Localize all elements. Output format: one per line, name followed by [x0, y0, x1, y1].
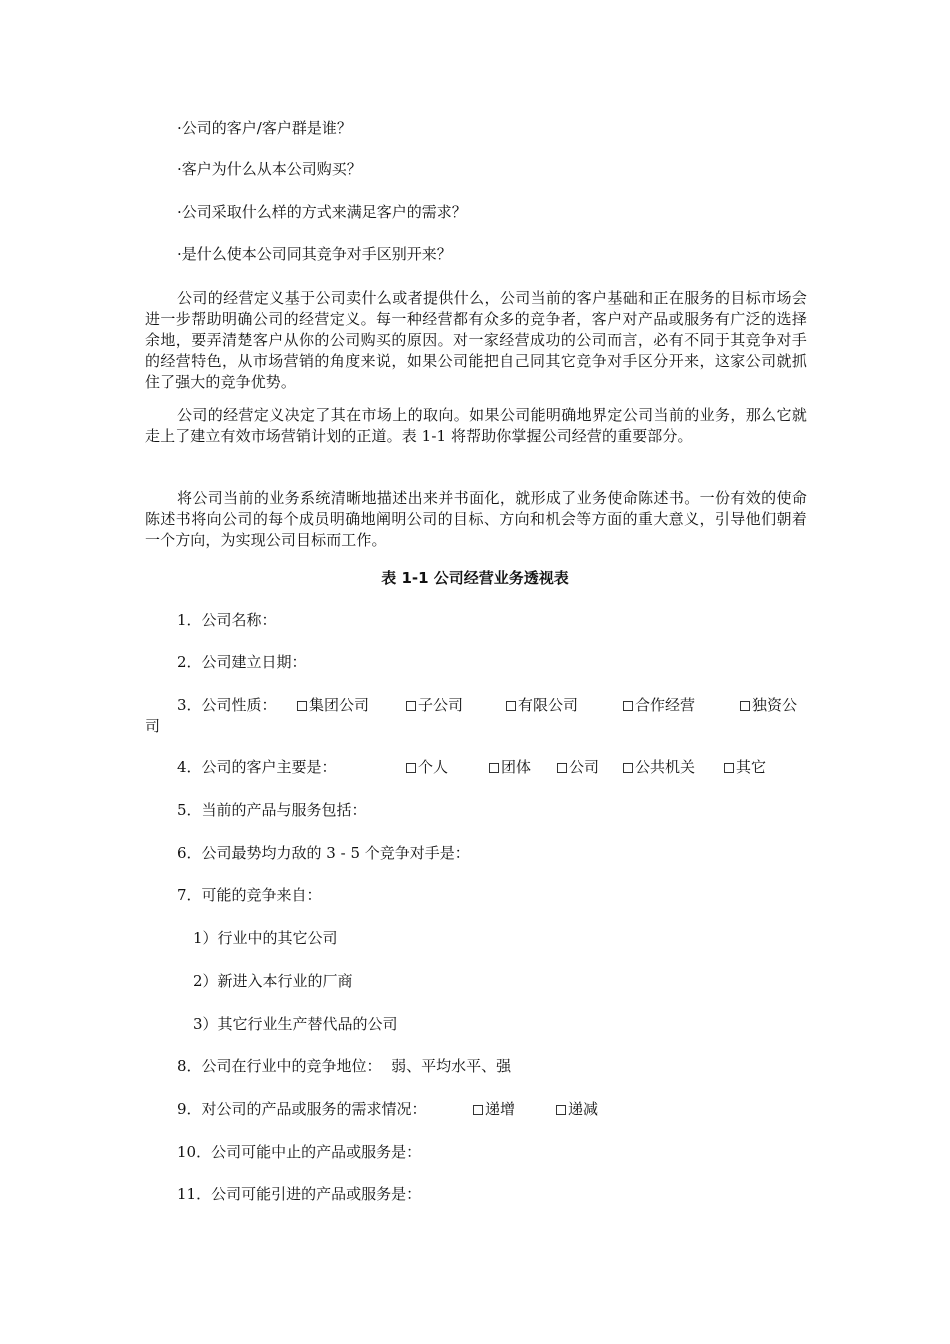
checkbox-icon[interactable] [557, 763, 567, 773]
option-individual[interactable]: 个人 [406, 757, 448, 777]
form-item-customer-type-label: 4．公司的客户主要是： [177, 758, 337, 776]
option-public-agency[interactable]: 公共机关 [623, 757, 695, 777]
form-item-main-competitors: 6．公司最势均力敌的 3 - 5 个竞争对手是： [177, 844, 470, 862]
checkbox-icon[interactable] [489, 763, 499, 773]
competition-source-item: 3）其它行业生产替代品的公司 [193, 1015, 398, 1033]
competition-source-item: 1）行业中的其它公司 [193, 929, 338, 947]
question-how-satisfy: ·公司采取什么样的方式来满足客户的需求？ [177, 203, 467, 221]
form-item-company-type-label: 3．公司性质： [177, 696, 277, 714]
option-joint-venture[interactable]: 合作经营 [623, 695, 695, 715]
competition-source-item: 2）新进入本行业的厂商 [193, 972, 353, 990]
paragraph-business-definition: 公司的经营定义基于公司卖什么或者提供什么，公司当前的客户基础和正在服务的目标市场会进一步帮助明确公司的经营定义。每一种经营都有众多的竞争者，客户对产品或服务有广泛的选择余地，要弄清楚客户从你的公司购买的原因。对一家经营成功的公司而言，必有不同于其竞争对手的经营特色，从市场营销的角度来说，如果公司能把自己同其它竞争对手区分开来，这家公司就抓住了强大的竞争优势。 [145, 289, 807, 391]
option-subsidiary[interactable]: 子公司 [406, 695, 463, 715]
paragraph-mission-statement: 将公司当前的业务系统清晰地描述出来并书面化，就形成了业务使命陈述书。一份有效的使命陈述书将向公司的每个成员明确地阐明公司的目标、方向和机会等方面的重大意义，引导他们朝着一个方向，为实现公司目标而工作。 [145, 489, 807, 549]
option-company[interactable]: 公司 [557, 757, 599, 777]
option-decreasing[interactable]: 递减 [556, 1099, 598, 1119]
checkbox-icon[interactable] [297, 701, 307, 711]
option-limited-company[interactable]: 有限公司 [506, 695, 578, 715]
checkbox-icon[interactable] [473, 1105, 483, 1115]
question-why-buy: ·客户为什么从本公司购买？ [177, 160, 362, 178]
checkbox-icon[interactable] [506, 701, 516, 711]
paragraph-market-orientation: 公司的经营定义决定了其在市场上的取向。如果公司能明确地界定公司当前的业务，那么它就走上了建立有效市场营销计划的正道。表 1-1 将帮助你掌握公司经营的重要部分。 [145, 406, 807, 445]
table-title: 表 1-1 公司经营业务透视表 [381, 569, 569, 587]
form-item-founding-date: 2．公司建立日期： [177, 653, 307, 671]
checkbox-icon[interactable] [556, 1105, 566, 1115]
checkbox-icon[interactable] [623, 763, 633, 773]
question-differentiation: ·是什么使本公司同其竞争对手区别开来？ [177, 245, 452, 263]
option-group[interactable]: 团体 [489, 757, 531, 777]
form-item-competitive-position: 8．公司在行业中的竞争地位： 弱、平均水平、强 [177, 1057, 512, 1075]
form-item-products-services: 5．当前的产品与服务包括： [177, 801, 367, 819]
question-customers: ·公司的客户/客户群是谁？ [177, 119, 352, 137]
form-item-competition-source: 7．可能的竞争来自： [177, 886, 322, 904]
checkbox-icon[interactable] [406, 763, 416, 773]
option-other[interactable]: 其它 [724, 757, 766, 777]
checkbox-icon[interactable] [740, 701, 750, 711]
option-sole-proprietorship[interactable]: 独资公 [740, 695, 797, 715]
checkbox-icon[interactable] [623, 701, 633, 711]
form-item-introduce-products: 11．公司可能引进的产品或服务是： [177, 1185, 422, 1203]
option-increasing[interactable]: 递增 [473, 1099, 515, 1119]
form-item-demand-label: 9．对公司的产品或服务的需求情况： [177, 1100, 427, 1118]
form-item-company-name: 1．公司名称： [177, 611, 277, 629]
checkbox-icon[interactable] [724, 763, 734, 773]
form-item-discontinue-products: 10．公司可能中止的产品或服务是： [177, 1143, 422, 1161]
option-group-company[interactable]: 集团公司 [297, 695, 369, 715]
option-sole-proprietorship-wrap: 司 [145, 717, 161, 735]
checkbox-icon[interactable] [406, 701, 416, 711]
